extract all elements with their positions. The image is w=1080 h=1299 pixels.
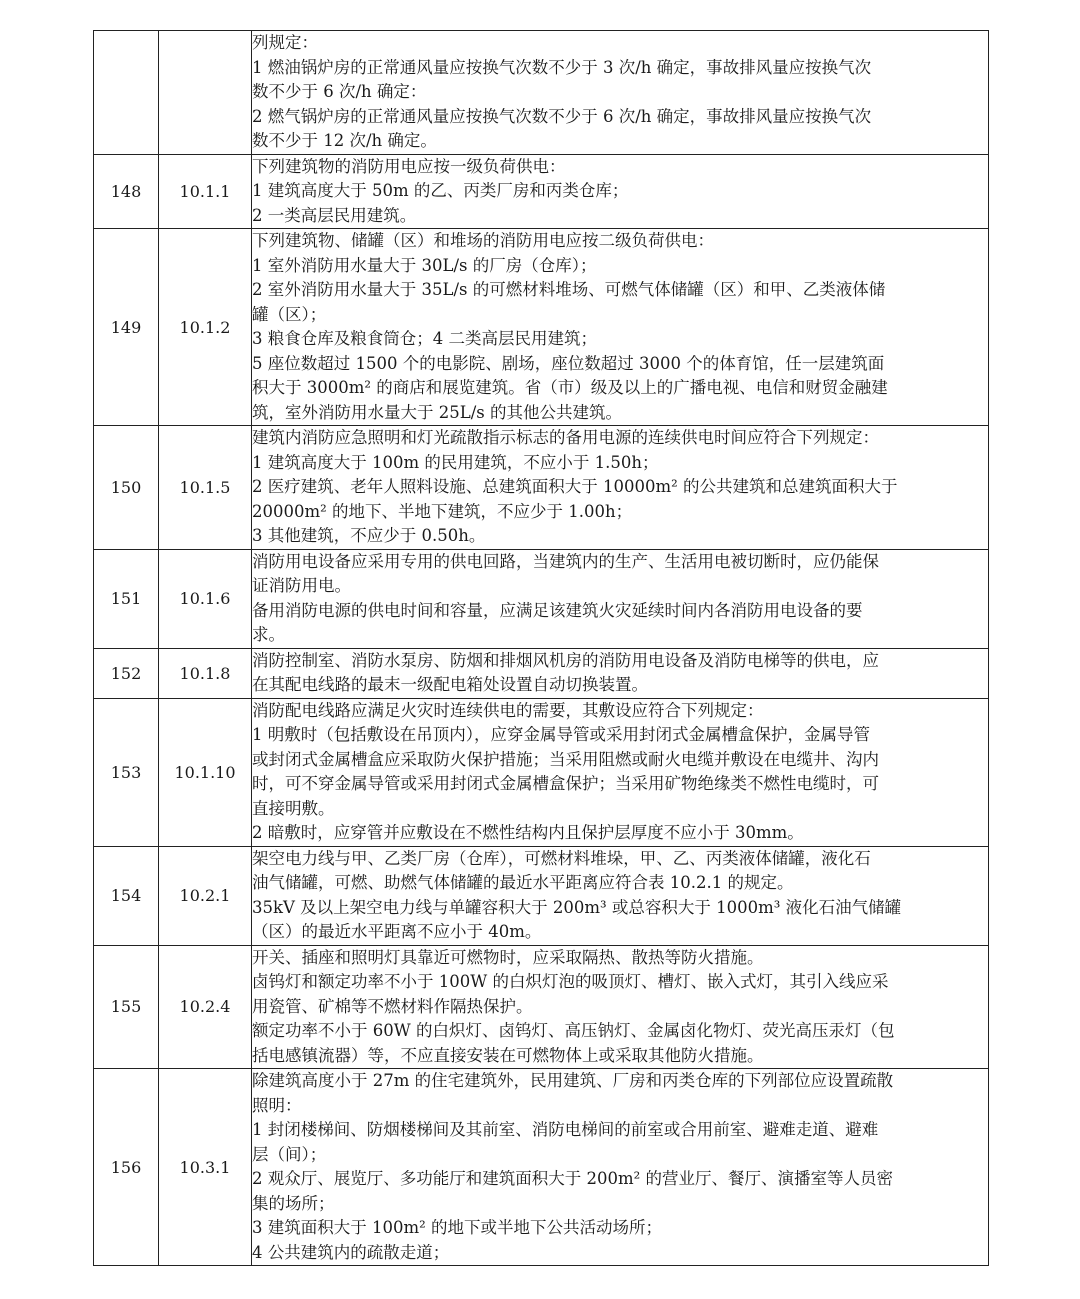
provision-line: 或封闭式金属槽盒应采取防火保护措施；当采用阻燃或耐火电缆并敷设在电缆井、沟内	[252, 749, 879, 769]
provision-line: 2 观众厅、展览厅、多功能厅和建筑面积大于 200m² 的营业厅、餐厅、演播室等人员密	[252, 1169, 893, 1188]
table-row	[94, 426, 989, 550]
provision-text	[252, 549, 989, 648]
provision-line: 1 封闭楼梯间、防烟楼梯间及其前室、消防电梯间的前室或合用前室、避难走道、避难	[252, 1120, 879, 1139]
provision-line: 积大于 3000m² 的商店和展览建筑。省（市）级及以上的广播电视、电信和财贸金融建	[252, 378, 888, 397]
provision-line: 1 建筑高度大于 100m 的民用建筑，不应小于 1.50h；	[252, 452, 659, 472]
provision-line: 数不少于 12 次/h 确定。	[252, 131, 437, 150]
provision-line: 2 医疗建筑、老年人照料设施、总建筑面积大于 10000m² 的公共建筑和总建筑面积大于	[252, 477, 898, 496]
provision-line: 建筑内消防应急照明和灯光疏散指示标志的备用电源的连续供电时间应符合下列规定：	[252, 428, 879, 447]
clause-number: 10.1.10	[159, 698, 252, 846]
clause-number: 10.2.1	[159, 846, 252, 945]
provision-line: 4 公共建筑内的疏散走道；	[252, 1242, 450, 1262]
provision-line: 2 室外消防用水量大于 35L/s 的可燃材料堆场、可燃气体储罐（区）和甲、乙类液体储	[252, 280, 886, 299]
clause-number: 10.1.5	[159, 426, 252, 550]
provision-line: 3 其他建筑，不应少于 0.50h。	[252, 526, 486, 545]
provision-line: 2 燃气锅炉房的正常通风量应按换气次数不少于 6 次/h 确定，事故排风量应按换气次	[252, 106, 872, 126]
row-number: 150	[94, 426, 159, 550]
provision-line: 额定功率不小于 60W 的白炽灯、卤钨灯、高压钠灯、金属卤化物灯、荧光高压汞灯（包	[252, 1021, 895, 1040]
provision-line: 消防控制室、消防水泵房、防烟和排烟风机房的消防用电设备及消防电梯等的供电，应	[252, 650, 879, 670]
clause-number: 10.1.6	[159, 549, 252, 648]
provision-text	[252, 229, 989, 426]
provision-line: 架空电力线与甲、乙类厂房（仓库），可燃材料堆垛，甲、乙、丙类液体储罐，液化石	[252, 848, 871, 868]
provision-line: 1 室外消防用水量大于 30L/s 的厂房（仓库）；	[252, 255, 597, 275]
clause-number: 10.1.1	[159, 154, 252, 229]
provision-line: 证消防用电。	[252, 576, 351, 595]
provision-text	[252, 154, 989, 229]
row-number: 155	[94, 945, 159, 1069]
table-row	[94, 648, 989, 698]
provision-text	[252, 648, 989, 698]
provision-line: 直接明敷。	[252, 798, 335, 818]
provision-line: 求。	[252, 625, 285, 644]
provision-line: 消防用电设备应采用专用的供电回路，当建筑内的生产、生活用电被切断时，应仍能保	[252, 551, 879, 571]
provision-line: 下列建筑物的消防用电应按一级负荷供电：	[252, 156, 566, 176]
row-number: 148	[94, 154, 159, 229]
clause-number: 10.2.4	[159, 945, 252, 1069]
row-number: 154	[94, 846, 159, 945]
provision-text	[252, 945, 989, 1069]
provision-line: 1 燃油锅炉房的正常通风量应按换气次数不少于 3 次/h 确定，事故排风量应按换气次	[252, 57, 872, 77]
provision-line: 消防配电线路应满足火灾时连续供电的需要，其敷设应符合下列规定：	[252, 700, 764, 720]
provision-line: 集的场所；	[252, 1193, 335, 1213]
provision-line: 1 明敷时（包括敷设在吊顶内），应穿金属导管或采用封闭式金属槽盒保护，金属导管	[252, 725, 870, 744]
provision-line: 除建筑高度小于 27m 的住宅建筑外，民用建筑、厂房和丙类仓库的下列部位应设置疏散	[252, 1071, 894, 1090]
row-number: 156	[94, 1069, 159, 1266]
provision-line: 时，可不穿金属导管或采用封闭式金属槽盒保护；当采用矿物绝缘类不燃性电缆时，可	[252, 774, 879, 793]
provision-line: 20000m² 的地下、半地下建筑，不应少于 1.00h；	[252, 501, 633, 521]
provision-line: 用瓷管、矿棉等不燃材料作隔热保护。	[252, 996, 533, 1016]
row-number: 152	[94, 648, 159, 698]
clause-number: 10.1.8	[159, 648, 252, 698]
provision-line: 3 建筑面积大于 100m² 的地下或半地下公共活动场所；	[252, 1218, 662, 1237]
table-row	[94, 945, 989, 1069]
spec-table	[93, 30, 989, 1266]
clause-number: 10.1.2	[159, 229, 252, 426]
provision-line: 卤钨灯和额定功率不小于 100W 的白炽灯泡的吸顶灯、槽灯、嵌入式灯，其引入线应采	[252, 972, 889, 991]
row-number: 153	[94, 698, 159, 846]
provision-line: 层（间）；	[252, 1144, 327, 1164]
provision-line: 2 暗敷时，应穿管并应敷设在不燃性结构内且保护层厚度不应小于 30mm。	[252, 823, 804, 842]
row-number	[94, 31, 159, 155]
row-number: 151	[94, 549, 159, 648]
provision-line: 2 一类高层民用建筑。	[252, 205, 417, 225]
table-row	[94, 31, 989, 155]
provision-line: （区）的最近水平距离不应小于 40m。	[252, 922, 542, 941]
table-row	[94, 229, 989, 426]
table-row	[94, 549, 989, 648]
table-row	[94, 698, 989, 846]
provision-text	[252, 846, 989, 945]
provision-line: 油气储罐，可燃、助燃气体储罐的最近水平距离应符合表 10.2.1 的规定。	[252, 873, 794, 892]
provision-line: 括电感镇流器）等，不应直接安装在可燃物体上或采取其他防火措施。	[252, 1045, 764, 1065]
provision-line: 筑，室外消防用水量大于 25L/s 的其他公共建筑。	[252, 402, 622, 422]
provision-text	[252, 698, 989, 846]
table-row	[94, 154, 989, 229]
provision-line: 照明：	[252, 1095, 302, 1115]
provision-line: 备用消防电源的供电时间和容量，应满足该建筑火灾延续时间内各消防用电设备的要	[252, 600, 863, 620]
clause-number	[159, 31, 252, 155]
provision-line: 3 粮食仓库及粮食筒仓；4 二类高层民用建筑；	[252, 329, 597, 348]
provision-line: 35kV 及以上架空电力线与单罐容积大于 200m³ 或总容积大于 1000m³ 液化石油气储罐	[252, 897, 902, 917]
provision-line: 在其配电线路的最末一级配电箱处设置自动切换装置。	[252, 675, 648, 694]
spec-table-body	[94, 31, 989, 1266]
provision-line: 罐（区）；	[252, 304, 327, 324]
table-row	[94, 846, 989, 945]
provision-line: 5 座位数超过 1500 个的电影院、剧场，座位数超过 3000 个的体育馆，任一层建筑面	[252, 353, 885, 373]
row-number: 149	[94, 229, 159, 426]
clause-number: 10.3.1	[159, 1069, 252, 1266]
table-row	[94, 1069, 989, 1266]
provision-line: 开关、插座和照明灯具靠近可燃物时，应采取隔热、散热等防火措施。	[252, 947, 764, 967]
provision-text	[252, 31, 989, 155]
provision-line: 下列建筑物、储罐（区）和堆场的消防用电应按二级负荷供电：	[252, 231, 714, 250]
provision-text	[252, 1069, 989, 1266]
provision-line: 数不少于 6 次/h 确定：	[252, 82, 427, 101]
provision-line: 列规定：	[252, 33, 318, 52]
provision-line: 1 建筑高度大于 50m 的乙、丙类厂房和丙类仓库；	[252, 181, 629, 200]
provision-text	[252, 426, 989, 550]
